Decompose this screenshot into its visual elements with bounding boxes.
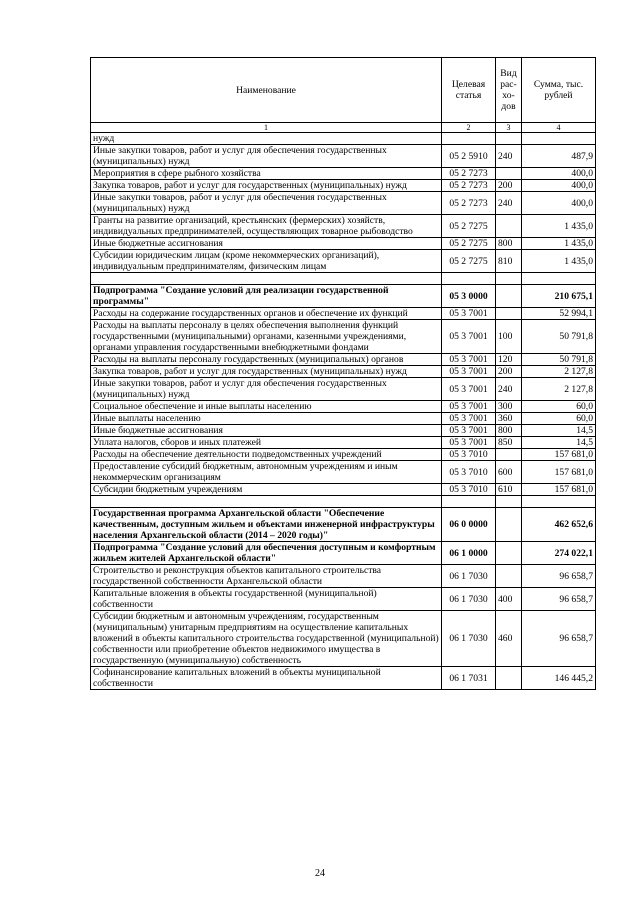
row-expense-type — [496, 496, 522, 508]
table-row — [91, 449, 596, 461]
row-sum: 157 681,0 — [522, 449, 596, 461]
row-sum — [522, 133, 596, 145]
row-expense-type — [496, 168, 522, 180]
row-target-article: 06 1 7030 — [442, 588, 496, 611]
row-target-article: 05 3 7001 — [442, 425, 496, 437]
row-expense-type — [496, 215, 522, 238]
row-sum: 2 127,8 — [522, 378, 596, 401]
row-target-article: 05 2 7273 — [442, 180, 496, 192]
row-sum: 400,0 — [522, 192, 596, 215]
row-expense-type — [496, 133, 522, 145]
table-row — [91, 588, 596, 611]
table-row — [91, 484, 596, 496]
table-row — [91, 611, 596, 667]
row-expense-type — [496, 449, 522, 461]
row-expense-type: 610 — [496, 484, 522, 496]
row-expense-type: 460 — [496, 611, 522, 667]
row-name: Софинансирование капитальных вложений в объекты муниципальной собственности — [91, 667, 442, 690]
row-sum — [522, 496, 596, 508]
row-sum: 60,0 — [522, 413, 596, 425]
row-sum: 210 675,1 — [522, 285, 596, 308]
table-body — [91, 133, 596, 690]
row-name: Государственная программа Архангельской области "Обеспечение качественным, доступным жильем и объектами инженерной инфраструктуры населения Архангельской области (2014 – 2020 годы)" — [91, 508, 442, 542]
column-number: 3 — [496, 123, 522, 133]
row-sum: 487,9 — [522, 145, 596, 168]
row-target-article: 05 3 7001 — [442, 401, 496, 413]
row-expense-type: 400 — [496, 588, 522, 611]
row-sum: 96 658,7 — [522, 611, 596, 667]
row-sum: 1 435,0 — [522, 215, 596, 238]
row-expense-type: 100 — [496, 320, 522, 354]
row-target-article: 05 2 7275 — [442, 250, 496, 273]
table-row — [91, 320, 596, 354]
row-expense-type: 200 — [496, 180, 522, 192]
row-expense-type: 120 — [496, 354, 522, 366]
row-sum: 157 681,0 — [522, 461, 596, 484]
row-name — [91, 496, 442, 508]
row-name: Строительство и реконструкция объектов капитального строительства государственной собственности Архангельской области — [91, 565, 442, 588]
row-target-article: 06 1 7030 — [442, 565, 496, 588]
row-sum: 50 791,8 — [522, 320, 596, 354]
table-row — [91, 145, 596, 168]
row-expense-type: 300 — [496, 401, 522, 413]
header-name: Наименование — [91, 58, 442, 123]
row-target-article — [442, 273, 496, 285]
header-sum: Сумма, тыс. рублей — [522, 58, 596, 123]
row-name — [91, 273, 442, 285]
row-target-article: 05 2 7273 — [442, 192, 496, 215]
row-target-article: 05 3 7001 — [442, 308, 496, 320]
spacer-row — [91, 496, 596, 508]
row-expense-type: 240 — [496, 145, 522, 168]
row-target-article: 05 3 7001 — [442, 320, 496, 354]
row-expense-type — [496, 542, 522, 565]
row-name: Социальное обеспечение и иные выплаты населению — [91, 401, 442, 413]
row-sum: 96 658,7 — [522, 565, 596, 588]
table-row — [91, 413, 596, 425]
row-name: нужд — [91, 133, 442, 145]
row-target-article: 05 2 7273 — [442, 168, 496, 180]
row-sum: 96 658,7 — [522, 588, 596, 611]
row-expense-type: 240 — [496, 378, 522, 401]
row-expense-type: 360 — [496, 413, 522, 425]
row-target-article — [442, 496, 496, 508]
row-sum: 52 994,1 — [522, 308, 596, 320]
row-name: Субсидии юридическим лицам (кроме некоммерческих организаций), индивидуальным предпринимателям, физическим лицам — [91, 250, 442, 273]
row-target-article: 05 3 7010 — [442, 484, 496, 496]
row-name: Иные закупки товаров, работ и услуг для обеспечения государственных (муниципальных) нужд — [91, 192, 442, 215]
table-row — [91, 461, 596, 484]
row-expense-type: 800 — [496, 238, 522, 250]
row-target-article: 05 3 7010 — [442, 449, 496, 461]
spacer-row — [91, 273, 596, 285]
row-name: Расходы на обеспечение деятельности подведомственных учреждений — [91, 449, 442, 461]
row-target-article: 05 3 7001 — [442, 413, 496, 425]
table-row — [91, 308, 596, 320]
row-name: Иные бюджетные ассигнования — [91, 238, 442, 250]
table-row — [91, 133, 596, 145]
budget-table-container — [90, 57, 595, 690]
row-target-article: 05 3 0000 — [442, 285, 496, 308]
table-row — [91, 168, 596, 180]
row-name: Расходы на выплаты персоналу государственных (муниципальных) органов — [91, 354, 442, 366]
header-target-article: Целевая статья — [442, 58, 496, 123]
page-number: 24 — [315, 868, 325, 879]
row-name: Иные закупки товаров, работ и услуг для обеспечения государственных (муниципальных) нужд — [91, 378, 442, 401]
row-target-article: 05 2 5910 — [442, 145, 496, 168]
row-expense-type — [496, 508, 522, 542]
table-row — [91, 192, 596, 215]
row-name: Гранты на развитие организаций, крестьянских (фермерских) хозяйств, индивидуальных предпринимателей, осуществляющих товарное рыбоводство — [91, 215, 442, 238]
table-row — [91, 180, 596, 192]
row-sum: 60,0 — [522, 401, 596, 413]
table-row — [91, 437, 596, 449]
column-numbers-row — [91, 123, 596, 133]
header-expense-type: Вид рас-хо-дов — [496, 58, 522, 123]
section-row — [91, 285, 596, 308]
row-expense-type: 200 — [496, 366, 522, 378]
column-number: 4 — [522, 123, 596, 133]
row-expense-type — [496, 285, 522, 308]
row-sum: 50 791,8 — [522, 354, 596, 366]
row-expense-type: 810 — [496, 250, 522, 273]
row-target-article: 06 1 0000 — [442, 542, 496, 565]
row-sum — [522, 273, 596, 285]
table-row — [91, 565, 596, 588]
row-target-article: 05 3 7001 — [442, 354, 496, 366]
row-target-article: 06 1 7030 — [442, 611, 496, 667]
table-row — [91, 366, 596, 378]
row-name: Подпрограмма "Создание условий для реализации государственной программы" — [91, 285, 442, 308]
row-name: Предоставление субсидий бюджетным, автономным учреждениям и иным некоммерческим организациям — [91, 461, 442, 484]
table-row — [91, 425, 596, 437]
table-row — [91, 667, 596, 690]
row-name: Закупка товаров, работ и услуг для государственных (муниципальных) нужд — [91, 366, 442, 378]
row-sum: 2 127,8 — [522, 366, 596, 378]
row-sum: 14,5 — [522, 425, 596, 437]
section-row — [91, 542, 596, 565]
row-target-article: 06 1 7031 — [442, 667, 496, 690]
row-target-article: 05 3 7001 — [442, 437, 496, 449]
row-sum: 400,0 — [522, 168, 596, 180]
row-sum: 400,0 — [522, 180, 596, 192]
row-sum: 274 022,1 — [522, 542, 596, 565]
table-row — [91, 250, 596, 273]
column-number: 2 — [442, 123, 496, 133]
row-name: Иные бюджетные ассигнования — [91, 425, 442, 437]
row-name: Иные закупки товаров, работ и услуг для обеспечения государственных (муниципальных) нужд — [91, 145, 442, 168]
row-name: Субсидии бюджетным учреждениям — [91, 484, 442, 496]
table-row — [91, 354, 596, 366]
row-name: Закупка товаров, работ и услуг для государственных (муниципальных) нужд — [91, 180, 442, 192]
row-sum: 14,5 — [522, 437, 596, 449]
row-sum: 462 652,6 — [522, 508, 596, 542]
row-expense-type: 600 — [496, 461, 522, 484]
column-number: 1 — [91, 123, 442, 133]
table-row — [91, 378, 596, 401]
row-name: Расходы на выплаты персоналу в целях обеспечения выполнения функций государственными (муниципальными) органами, казенными учреждениями, органами управления государственными внебюджетными фондами — [91, 320, 442, 354]
row-name: Капитальные вложения в объекты государственной (муниципальной) собственности — [91, 588, 442, 611]
row-name: Мероприятия в сфере рыбного хозяйства — [91, 168, 442, 180]
row-sum: 1 435,0 — [522, 238, 596, 250]
row-sum: 146 445,2 — [522, 667, 596, 690]
budget-table — [90, 57, 596, 690]
row-target-article: 05 3 7001 — [442, 366, 496, 378]
table-row — [91, 238, 596, 250]
row-target-article: 05 3 7010 — [442, 461, 496, 484]
row-expense-type — [496, 565, 522, 588]
row-expense-type — [496, 667, 522, 690]
row-name: Иные выплаты населению — [91, 413, 442, 425]
row-expense-type — [496, 308, 522, 320]
row-sum: 157 681,0 — [522, 484, 596, 496]
section-row — [91, 508, 596, 542]
row-expense-type: 800 — [496, 425, 522, 437]
table-row — [91, 215, 596, 238]
row-target-article: 06 0 0000 — [442, 508, 496, 542]
row-name: Субсидии бюджетным и автономным учреждениям, государственным (муниципальным) унитарным предприятиям на осуществление капитальных вложений в объекты капитального строительства государственной (муниципальной) собственности или приобретение объектов недвижимого имущества в государственную (муниципальную) собственность — [91, 611, 442, 667]
row-target-article: 05 3 7001 — [442, 378, 496, 401]
row-sum: 1 435,0 — [522, 250, 596, 273]
row-expense-type: 850 — [496, 437, 522, 449]
row-expense-type: 240 — [496, 192, 522, 215]
row-name: Расходы на содержание государственных органов и обеспечение их функций — [91, 308, 442, 320]
table-row — [91, 401, 596, 413]
row-target-article: 05 2 7275 — [442, 238, 496, 250]
row-target-article — [442, 133, 496, 145]
row-expense-type — [496, 273, 522, 285]
row-target-article: 05 2 7275 — [442, 215, 496, 238]
row-name: Подпрограмма "Создание условий для обеспечения доступным и комфортным жильем жителей Архангельской области" — [91, 542, 442, 565]
row-name: Уплата налогов, сборов и иных платежей — [91, 437, 442, 449]
